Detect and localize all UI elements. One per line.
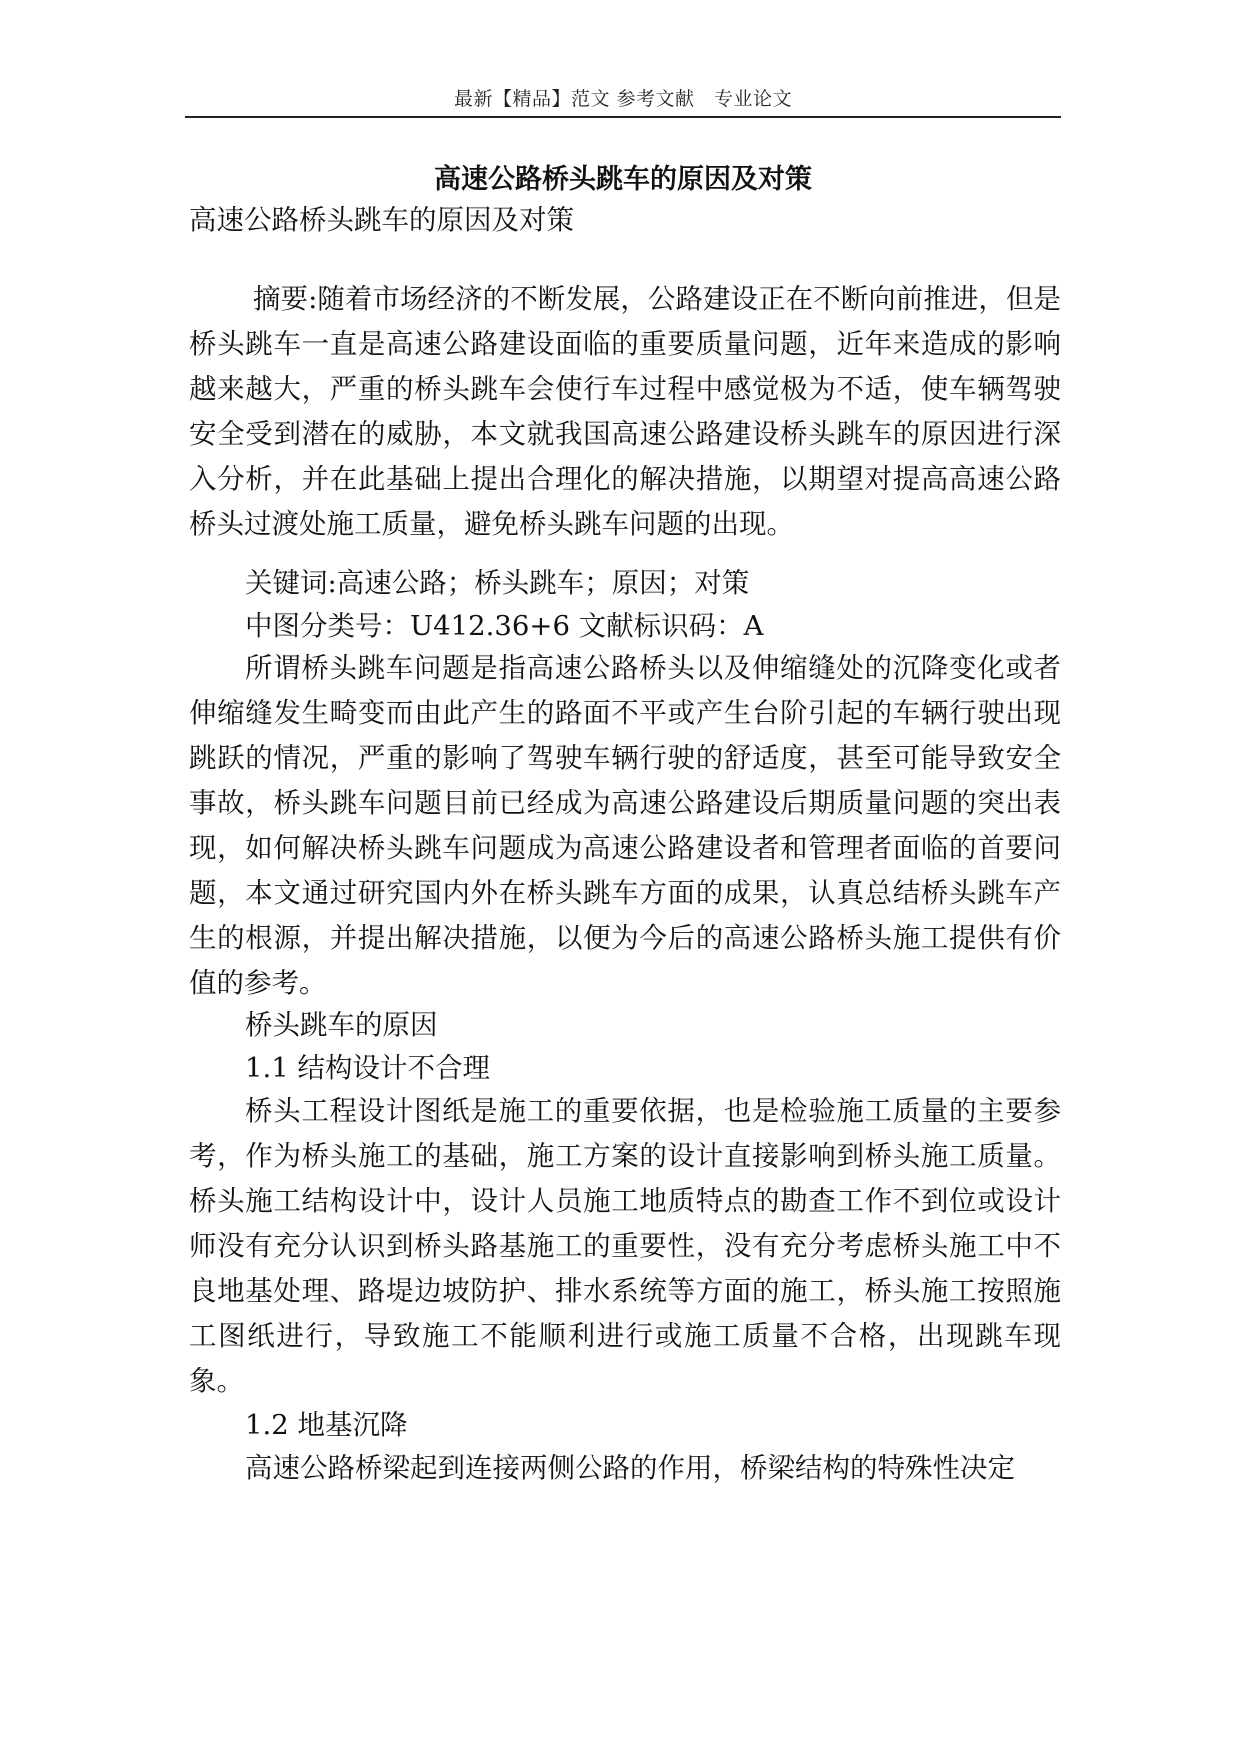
subsection-1-1-paragraph: 桥头工程设计图纸是施工的重要依据，也是检验施工质量的主要参考，作为桥头施工的基础，施工方案的设计直接影响到桥头施工质量。桥头施工结构设计中，设计人员施工地质特点的勘查工作不到位或设计师没有充分认识到桥头路基施工的重要性，没有充分考虑桥头施工中不良地基处理、路堤边坡防护、排水系统等方面的施工，桥头施工按照施工图纸进行，导致施工不能顺利进行或施工质量不合格，出现跳车现象。 bbox=[189, 1095, 1061, 1397]
subsection-1-2-paragraph: 高速公路桥梁起到连接两侧公路的作用，桥梁结构的特殊性决定 bbox=[245, 1452, 1015, 1484]
page-header: 最新【精品】范文 参考文献 专业论文 bbox=[453, 88, 793, 110]
intro-paragraph: 所谓桥头跳车问题是指高速公路桥头以及伸缩缝处的沉降变化或者伸缩缝发生畸变而由此产生的路面不平或产生台阶引起的车辆行驶出现跳跃的情况，严重的影响了驾驶车辆行驶的舒适度，甚至可能导致安全事故，桥头跳车问题目前已经成为高速公路建设后期质量问题的突出表现，如何解决桥头跳车问题成为高速公路建设者和管理者面临的首要问题，本文通过研究国内外在桥头跳车方面的成果，认真总结桥头跳车产生的根源，并提出解决措施，以便为今后的高速公路桥头施工提供有价值的参考。 bbox=[189, 652, 1061, 999]
classification-line: 中图分类号：U412.36+6 文献标识码：A bbox=[245, 610, 764, 642]
keywords-line: 关键词:高速公路；桥头跳车；原因；对策 bbox=[245, 567, 750, 599]
subsection-heading-1-1: 1.1 结构设计不合理 bbox=[245, 1052, 490, 1084]
header-divider bbox=[185, 116, 1061, 118]
document-title: 高速公路桥头跳车的原因及对策 bbox=[434, 164, 812, 195]
document-subtitle: 高速公路桥头跳车的原因及对策 bbox=[189, 204, 574, 236]
abstract-paragraph: 摘要:随着市场经济的不断发展，公路建设正在不断向前推进，但是桥头跳车一直是高速公路建设面临的重要质量问题，近年来造成的影响越来越大，严重的桥头跳车会使行车过程中感觉极为不适，使车辆驾驶安全受到潜在的威胁，本文就我国高速公路建设桥头跳车的原因进行深入分析，并在此基础上提出合理化的解决措施，以期望对提高高速公路桥头过渡处施工质量，避免桥头跳车问题的出现。 bbox=[189, 283, 1061, 540]
section-heading: 桥头跳车的原因 bbox=[245, 1009, 438, 1041]
subsection-heading-1-2: 1.2 地基沉降 bbox=[245, 1409, 408, 1441]
